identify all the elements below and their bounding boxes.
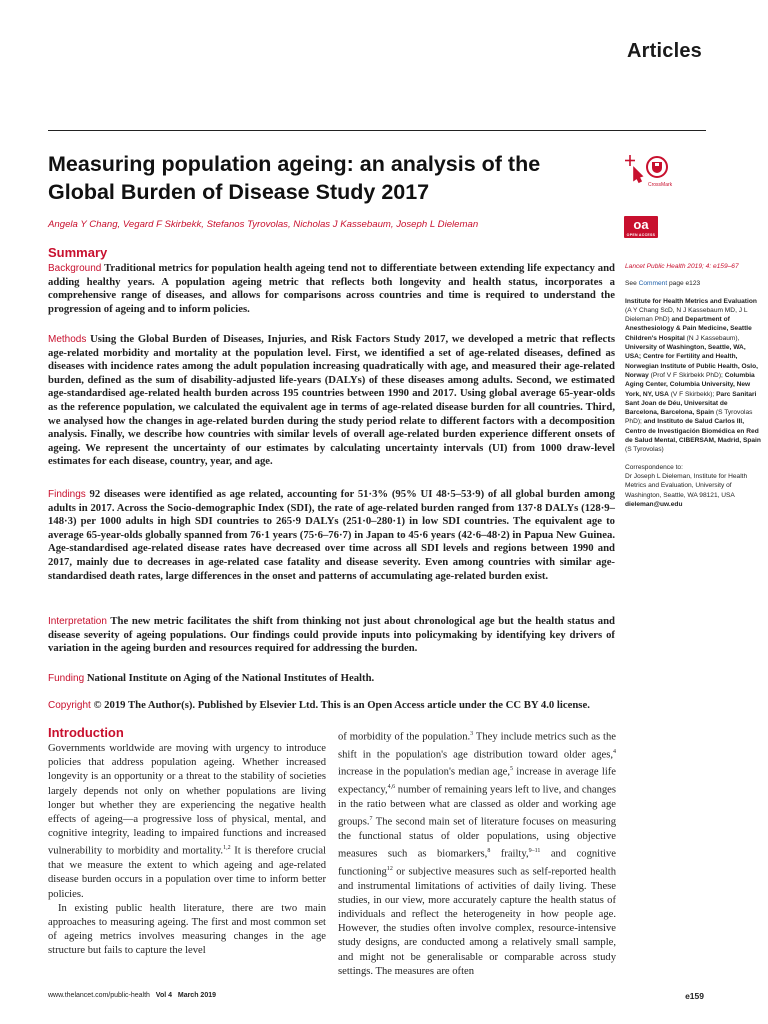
text: or subjective measures such as self-reported health and instrumental limitations of activities of daily living. These studies, in our view, more accurately capture the health status of individuals and reflect the heterogeneity in how people age. However, the studies often involve complex, resource-intensive study designs, are conducted among a relatively small sample, and might not be generalisable or comparable across study settings. The measures are often (338, 866, 616, 977)
text: number of remaining years left to live, and changes in the ratio between what are classed as older and working age groups. (338, 784, 616, 828)
methods-label: Methods (48, 334, 87, 345)
summary-methods (48, 333, 615, 469)
reference[interactable]: 4 (613, 748, 616, 755)
article-sidebar (625, 262, 761, 509)
affiliation-name: and Instituto de Salud Carlos III, Centro de Investigación Biomédica en Red de Salud Mental, CIBERSAM, Madrid, Spain (625, 418, 761, 445)
open-access-badge (624, 216, 658, 238)
affiliation-authors: (A Y Chang ScD, N J Kassebaum MD, J L Dieleman PhD) (625, 306, 748, 324)
page-footer (48, 992, 216, 999)
author-list[interactable]: Angela Y Chang, Vegard F Skirbekk, Stefanos Tyrovolas, Nicholas J Kassebaum, Joseph L Dieleman (48, 219, 479, 230)
affiliation-name: University of Washington, Seattle, WA, USA; Centre for Fertility and Health, Norwegian Institute of Public Health, Oslo, Norway (625, 344, 758, 379)
affiliation-name: Columbia Aging Center, Columbia University, New York, NY, USA (625, 371, 755, 398)
affiliation-authors: (Prof V F Skirbekk PhD); (648, 371, 725, 379)
intro-paragraph (338, 727, 616, 979)
affiliation-name: Parc Sanitari Sant Joan de Déu, Universitat de Barcelona, Barcelona, Spain (625, 390, 757, 417)
crossmark-badge[interactable] (622, 152, 674, 192)
comment-link[interactable]: Comment (638, 280, 668, 288)
reference[interactable]: 12 (386, 865, 393, 872)
findings-label: Findings (48, 489, 86, 500)
affiliation-authors: (V F Skirbekk); (668, 390, 717, 398)
journal-url[interactable]: www.thelancet.com/public-health (48, 992, 150, 999)
summary-findings (48, 488, 615, 583)
reference[interactable]: 7 (369, 816, 373, 823)
correspondence-email[interactable]: dieleman@uw.edu (625, 500, 683, 508)
text: The second main set of literature focuses on measuring the functional status of older populations, using objective measures such as biomarkers, (338, 816, 616, 860)
correspondence-label: Correspondence to: (625, 463, 683, 471)
volume: Vol 4 (155, 992, 173, 999)
issue-date: March 2019 (177, 992, 216, 999)
see-suffix: page e123 (669, 280, 701, 288)
summary-interpretation (48, 615, 615, 656)
funding-text: National Institute on Aging of the National Institutes of Health. (86, 672, 375, 684)
interpretation-label: Interpretation (48, 616, 107, 627)
text: It is therefore crucial that we measure the extent to which ageing and age-related disease burden occurs in a population over time to inform better policies. (48, 845, 326, 900)
body-column-left (48, 742, 326, 959)
funding-label: Funding (48, 673, 85, 684)
text: frailty, (490, 848, 529, 860)
reference[interactable]: 9–11 (528, 848, 541, 855)
affiliation-authors: (S Tyrovolas) (625, 446, 664, 454)
summary-background (48, 262, 615, 316)
methods-text: Using the Global Burden of Diseases, Injuries, and Risk Factors Study 2017, we developed a metric that reflects age-related morbidity and mortality at the population level. First, we identified a set of age-related diseases, defined as diseases with incidence rates among the adult population increasing quadratically with age, and measured their age-related burden, defined as the sum of disability-adjusted life-years (DALYs) of these diseases among adults. Second, we estimated age-standardised age-related health burden across 195 countries between 1990 and 2017. Using global average 65-year-olds as the reference population, we calculated the equivalent age in terms of age-related disease burden for all countries. Third, we analysed how the changes in age-related burden during the study period relate to different factors with a decomposition analysis. Finally, we describe how countries with similar levels of overall age-related burden experience different onsets of ageing. We represent the uncertainty of our estimates by calculating uncertainty intervals (UI) from 1000 draw-level estimates for each disease, country, year, and age. (48, 333, 615, 468)
intro-paragraph (48, 742, 326, 902)
body-column-right (338, 727, 616, 979)
correspondence-text: Dr Joseph L Dieleman, Institute for Health Metrics and Evaluation, University of Washington, Seattle, WA 98121, USA (625, 472, 748, 499)
oa-label: oa (633, 217, 649, 232)
text: and cognitive functioning (338, 848, 616, 878)
intro-paragraph: In existing public health literature, there are two main approaches to measuring ageing. The first and most common set of ageing metrics involves measuring changes in the age structure but fails to capture the level (48, 902, 326, 957)
text: increase in average life expectancy, (338, 767, 616, 796)
header-rule (48, 130, 706, 131)
reference[interactable]: 5 (510, 766, 514, 773)
affiliation-authors: (N J Kassebaum), (684, 334, 740, 342)
text: They include metrics such as the shift in the population's age distribution toward older ages, (338, 731, 616, 761)
section-label: Articles (627, 40, 702, 62)
crossmark-label: CrossMark (648, 182, 673, 188)
reference[interactable]: 3 (470, 731, 474, 737)
see-prefix: See (625, 280, 637, 288)
summary-funding (48, 672, 615, 686)
text: of morbidity of the population. (338, 731, 471, 743)
reference[interactable]: 1,2 (223, 845, 231, 852)
affiliation-name: and Department of Anesthesiology & Pain Medicine, Seattle Children's Hospital (625, 316, 752, 342)
background-text: Traditional metrics for population health ageing tend not to differentiate between extending life expectancy and adding healthy years. A population ageing metric that reflects both longevity and health status, incorporates a comprehensive range of diseases, and allows for comparisons across countries and time is required to understand the progression of ageing and to inform policies. (48, 262, 615, 315)
oa-sublabel: OPEN ACCESS (626, 233, 656, 237)
findings-text: 92 diseases were identified as age related, accounting for 51·3% (95% UI 48·5–53·9) of all global burden among adults in 2017. Across the Socio-demographic Index (SDI), the rate of age-related burden ranged from 137·8 DALYs (128·9–148·3) per 1000 adults in high SDI countries to 265·9 DALYs (251·0–280·1) in low SDI countries. The equivalent age to average 65-year-olds globally spanned from 76·1 years (75·6–76·7) in Japan to 45·6 years (42·6–48·2) in Papua New Guinea. Age-standardised age-related disease rates have decreased over time across all SDI levels and regions between 1990 and 2017, mainly due to decreases in age-related case fatality and disease severity. Even among countries with similar age-standardised death rates, large differences in the onset and patterns of accumulating age-related burden exist. (48, 488, 616, 582)
reference[interactable]: 4,6 (387, 784, 396, 791)
article-title: Measuring population ageing: an analysis of the Global Burden of Disease Study 2017 (48, 152, 541, 204)
copyright-text: © 2019 The Author(s). Published by Elsevier Ltd. This is an Open Access article under the CC BY 4.0 license. (93, 699, 590, 711)
text: Governments worldwide are moving with urgency to introduce policies that address population ageing. Whether increased longevity is an opportunity or a threat to the stability of societies largely depends not only on whether populations are living longer but whether they are experiencing the negative health effects of ageing—a progressive loss of physical, mental, and cognitive integrity, leading to impaired functions and increased vulnerability to morbidity and mortality. (48, 743, 326, 857)
affiliation-name: Institute for Health Metrics and Evaluation (625, 297, 757, 305)
background-label: Background (48, 263, 102, 274)
journal-citation: Lancet Public Health 2019; 4: e159–67 (625, 263, 739, 270)
introduction-heading: Introduction (48, 725, 124, 740)
copyright-label: Copyright (48, 700, 91, 711)
summary-copyright (48, 699, 615, 713)
reference[interactable]: 8 (487, 848, 491, 855)
text: increase in the population's median age, (338, 767, 511, 778)
page-number: e159 (685, 991, 704, 1001)
summary-heading: Summary (48, 245, 108, 260)
interpretation-text: The new metric facilitates the shift from thinking not just about chronological age but the health status and disease severity of ageing populations. Our findings could provide inputs into policymaking by identifying key drivers of variation in the ageing burden and resources required for addressing the burden. (48, 615, 615, 655)
affiliations (625, 297, 761, 455)
affiliation-authors: (S Tyrovolas PhD); (625, 409, 753, 426)
see-comment (625, 279, 761, 288)
